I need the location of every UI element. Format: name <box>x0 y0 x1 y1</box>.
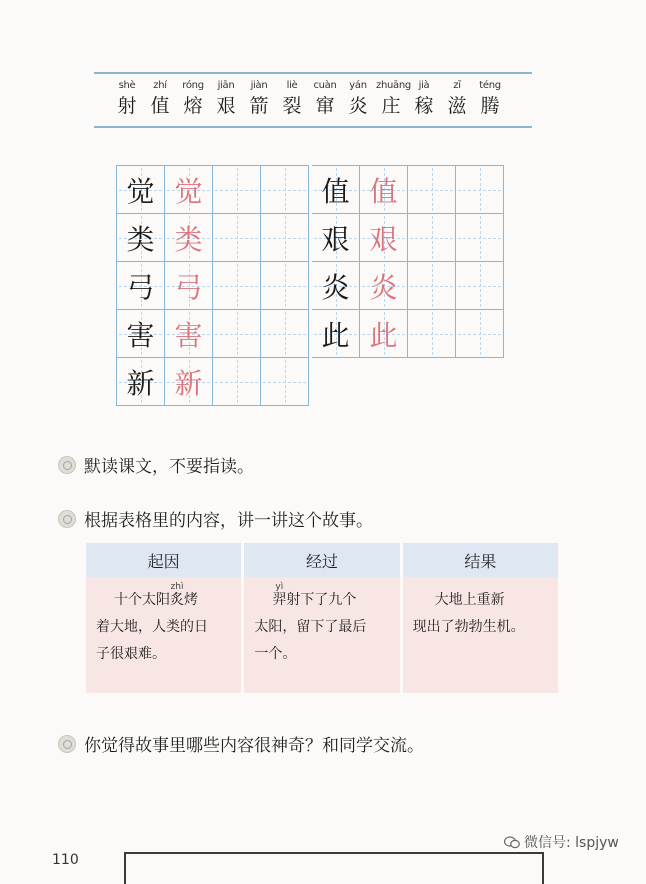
practice-cell <box>213 358 261 406</box>
task-retell-story <box>58 506 373 531</box>
result-text-b: 现出了勃勃生机。 <box>412 619 525 635</box>
cell-result <box>403 577 558 693</box>
vocab-char: 滋 <box>447 95 467 117</box>
vocab-char: 庄 <box>381 95 401 117</box>
practice-cell <box>261 358 309 406</box>
trace-char: 觉 <box>174 174 203 208</box>
watermark <box>504 832 619 852</box>
result-text-a: 大地上重新 <box>434 592 505 608</box>
practice-cell <box>408 166 456 214</box>
vocab-char: 值 <box>150 95 170 117</box>
task-text: 根据表格里的内容，讲一讲这个故事。 <box>84 511 373 531</box>
model-char: 值 <box>321 174 350 208</box>
vocab-char: 裂 <box>282 95 302 117</box>
header-process: 经过 <box>244 543 402 577</box>
trace-char: 类 <box>174 222 203 256</box>
vocabulary-strip <box>94 72 532 128</box>
practice-cell <box>408 310 456 358</box>
vocab-item <box>442 80 472 118</box>
header-result: 结果 <box>403 543 558 577</box>
model-char: 害 <box>126 318 155 352</box>
vocab-pinyin: jiān <box>217 80 235 91</box>
grid-row <box>117 214 309 262</box>
vocab-pinyin: jià <box>418 80 430 91</box>
task-text: 你觉得故事里哪些内容很神奇？和同学交流。 <box>84 736 424 756</box>
vocab-pinyin: róng <box>182 80 204 91</box>
vocab-pinyin: jiàn <box>250 80 268 91</box>
trace-char-cell <box>165 310 213 358</box>
practice-cell <box>213 310 261 358</box>
trace-char-cell <box>360 166 408 214</box>
vocab-pinyin: cuàn <box>313 80 337 91</box>
grid-row <box>312 262 504 310</box>
practice-cell <box>456 166 504 214</box>
model-char-cell <box>117 262 165 310</box>
vocab-pinyin: téng <box>479 80 501 91</box>
vocab-item <box>376 80 411 118</box>
task-bullet-icon <box>58 510 76 528</box>
cause-text-a: 十个太阳 <box>114 592 170 608</box>
trace-char: 值 <box>369 174 398 208</box>
model-char-cell <box>312 310 360 358</box>
vocab-item <box>310 80 340 118</box>
practice-cell <box>213 166 261 214</box>
ruby-yi <box>272 582 287 614</box>
task-silent-reading <box>58 452 254 477</box>
practice-cell <box>456 262 504 310</box>
trace-char: 艰 <box>369 222 398 256</box>
grid-row <box>312 166 504 214</box>
model-char-cell <box>117 310 165 358</box>
cell-cause <box>86 577 244 693</box>
model-char: 觉 <box>126 174 155 208</box>
trace-char: 此 <box>369 318 398 352</box>
vocab-char: 熔 <box>183 95 203 117</box>
task-bullet-icon <box>58 735 76 753</box>
trace-char: 新 <box>174 366 203 400</box>
model-char: 新 <box>126 366 155 400</box>
vocab-item <box>343 80 373 118</box>
vocab-item <box>409 80 439 118</box>
vocab-item <box>178 80 208 118</box>
grid-row <box>117 310 309 358</box>
model-char: 此 <box>321 318 350 352</box>
process-text-b: 太阳，留下了最后 <box>254 619 367 635</box>
ruby-pinyin: yì <box>275 582 284 592</box>
vocab-char: 腾 <box>480 95 500 117</box>
trace-char: 弓 <box>174 270 203 304</box>
cause-text-d: 子很艰难。 <box>96 646 166 662</box>
vocab-char: 艰 <box>216 95 236 117</box>
vocab-pinyin: zhuāng <box>376 80 411 91</box>
trace-char-cell <box>360 262 408 310</box>
ruby-pinyin: zhì <box>170 582 184 592</box>
vocab-char: 箭 <box>249 95 269 117</box>
practice-cell <box>261 262 309 310</box>
trace-char-cell <box>165 358 213 406</box>
vocab-pinyin: zī <box>453 80 461 91</box>
writing-grid-left <box>116 165 309 406</box>
vocab-pinyin: zhí <box>153 80 167 91</box>
vocab-char: 稼 <box>414 95 434 117</box>
model-char-cell <box>117 358 165 406</box>
vocab-item <box>475 80 505 118</box>
vocab-char: 射 <box>117 95 137 117</box>
vocab-item <box>112 80 142 118</box>
vocab-pinyin: liè <box>286 80 298 91</box>
cell-process <box>244 577 402 693</box>
vocabulary-list <box>112 80 505 118</box>
trace-char: 炎 <box>369 270 398 304</box>
vocab-item <box>244 80 274 118</box>
trace-char-cell <box>360 310 408 358</box>
model-char: 炎 <box>321 270 350 304</box>
cause-text-b: 烤 <box>184 592 198 608</box>
model-char-cell <box>117 166 165 214</box>
model-char-cell <box>312 166 360 214</box>
vocab-char: 窜 <box>315 95 335 117</box>
grid-row <box>117 262 309 310</box>
vocab-pinyin: yán <box>349 80 367 91</box>
practice-cell <box>456 214 504 262</box>
practice-cell <box>261 214 309 262</box>
grid-row <box>117 358 309 406</box>
trace-char: 害 <box>174 318 203 352</box>
practice-cell <box>408 262 456 310</box>
vocab-item <box>277 80 307 118</box>
process-text-c: 一个。 <box>254 646 297 662</box>
ruby-char: 炙 <box>170 592 184 608</box>
task-bullet-icon <box>58 456 76 474</box>
process-text-a: 射下了九个 <box>286 592 357 608</box>
model-char-cell <box>312 214 360 262</box>
task-text: 默读课文，不要指读。 <box>84 457 254 477</box>
practice-cell <box>213 214 261 262</box>
story-table <box>86 543 558 693</box>
practice-cell <box>261 310 309 358</box>
practice-cell <box>456 310 504 358</box>
page-number: 110 <box>52 852 79 868</box>
wechat-icon <box>504 836 520 849</box>
grid-row <box>312 214 504 262</box>
trace-char-cell <box>165 262 213 310</box>
practice-cell <box>261 166 309 214</box>
grid-row <box>312 310 504 358</box>
model-char-cell <box>117 214 165 262</box>
story-table-header <box>86 543 558 577</box>
model-char-cell <box>312 262 360 310</box>
grid-row <box>117 166 309 214</box>
writing-grid-right <box>312 165 504 358</box>
watermark-text: 微信号: lspjyw <box>524 835 619 851</box>
ruby-char: 羿 <box>272 592 287 608</box>
model-char: 类 <box>126 222 155 256</box>
story-table-body <box>86 577 558 693</box>
vocab-item <box>211 80 241 118</box>
vocab-item <box>145 80 175 118</box>
trace-char-cell <box>165 214 213 262</box>
cause-text-c: 着大地，人类的日 <box>96 619 208 635</box>
vocab-pinyin: shè <box>118 80 136 91</box>
header-cause: 起因 <box>86 543 244 577</box>
trace-char-cell <box>360 214 408 262</box>
practice-cell <box>213 262 261 310</box>
vocab-char: 炎 <box>348 95 368 117</box>
model-char: 弓 <box>126 270 155 304</box>
practice-cell <box>408 214 456 262</box>
next-section-frame <box>124 852 544 884</box>
trace-char-cell <box>165 166 213 214</box>
task-discuss-magic <box>58 731 424 756</box>
ruby-zhi <box>170 582 184 614</box>
model-char: 艰 <box>321 222 350 256</box>
